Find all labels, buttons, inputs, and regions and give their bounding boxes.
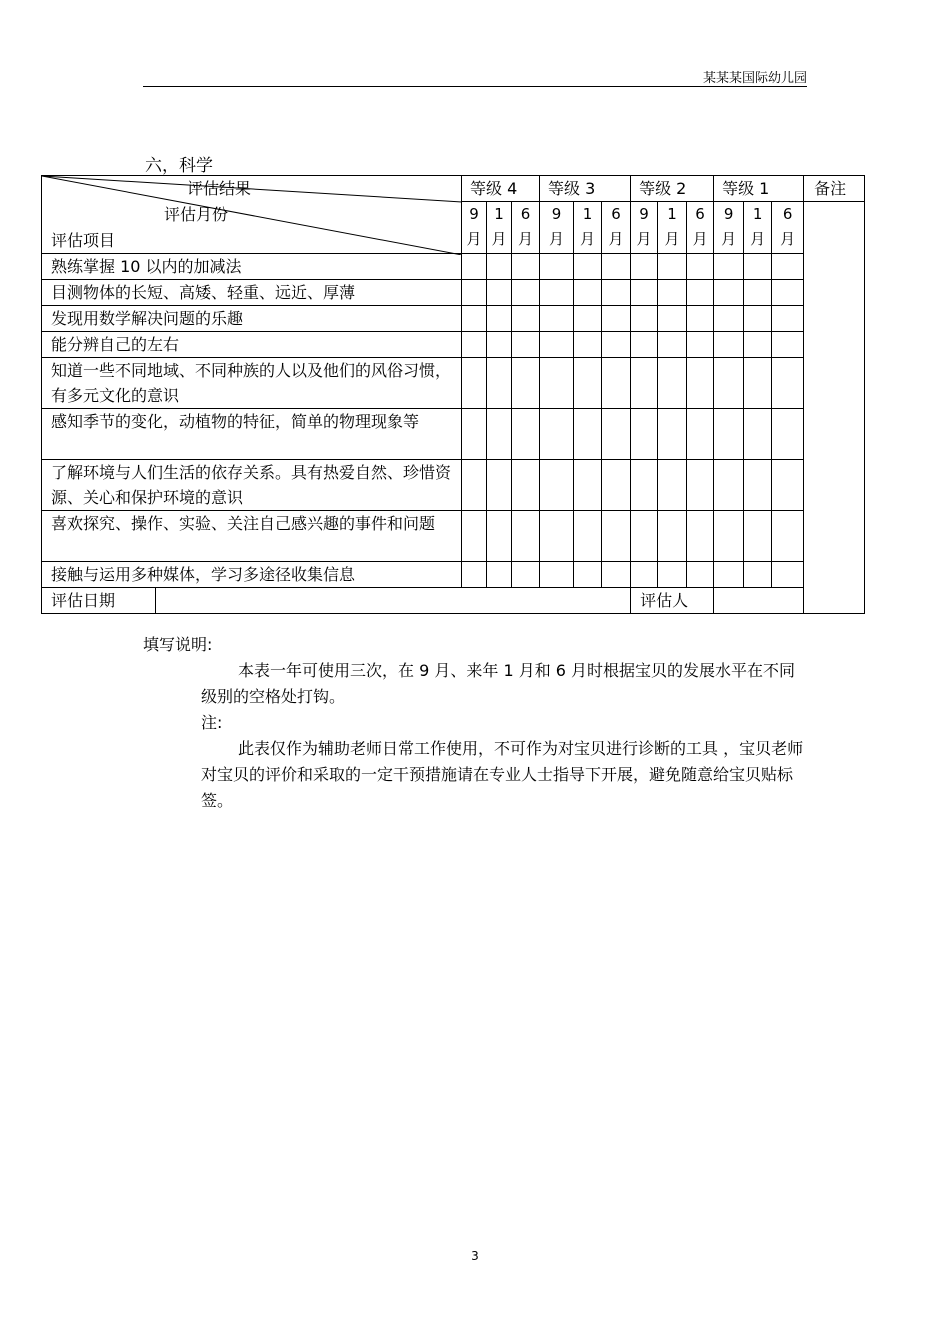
month-number: 9 — [551, 205, 562, 223]
header-org-name: 某某某国际幼儿园 — [702, 71, 807, 86]
diagonal-header-cell — [42, 176, 462, 254]
check-cell[interactable] — [631, 460, 658, 511]
check-cell[interactable] — [658, 460, 687, 511]
check-cell[interactable] — [772, 332, 804, 358]
check-cell[interactable] — [487, 409, 512, 460]
check-cell[interactable] — [487, 358, 512, 409]
assessor-field[interactable] — [714, 588, 865, 614]
diagonal-label-month: 评估月份 — [164, 205, 229, 224]
check-cell[interactable] — [772, 511, 804, 562]
check-cell[interactable] — [462, 511, 487, 562]
check-cell[interactable] — [487, 511, 512, 562]
month-header-1 — [487, 202, 512, 254]
check-cell[interactable] — [687, 358, 714, 409]
check-cell[interactable] — [658, 306, 687, 332]
check-cell[interactable] — [540, 332, 574, 358]
check-cell[interactable] — [744, 409, 772, 460]
check-cell[interactable] — [574, 280, 602, 306]
check-cell[interactable] — [487, 562, 512, 588]
check-cell[interactable] — [631, 358, 658, 409]
grade-header-3: 等级 3 — [540, 176, 631, 202]
month-unit: 月 — [491, 230, 507, 248]
check-cell[interactable] — [462, 460, 487, 511]
check-cell[interactable] — [772, 280, 804, 306]
check-cell[interactable] — [744, 460, 772, 511]
check-cell[interactable] — [772, 460, 804, 511]
month-number: 9 — [723, 205, 734, 223]
check-cell[interactable] — [602, 562, 631, 588]
evaluation-item: 目测物体的长短、高矮、轻重、远近、厚薄 — [42, 280, 462, 306]
check-cell[interactable] — [631, 409, 658, 460]
check-cell[interactable] — [602, 306, 631, 332]
check-cell[interactable] — [631, 280, 658, 306]
check-cell[interactable] — [658, 254, 687, 280]
month-unit: 月 — [636, 230, 652, 248]
check-cell[interactable] — [574, 460, 602, 511]
check-cell[interactable] — [714, 332, 744, 358]
table-row — [42, 409, 865, 460]
check-cell[interactable] — [462, 358, 487, 409]
evaluation-item: 接触与运用多种媒体，学习多途径收集信息 — [42, 562, 462, 588]
evaluation-item: 了解环境与人们生活的依存关系。具有热爱自然、珍惜资源、关心和保护环境的意识 — [42, 460, 462, 511]
check-cell[interactable] — [631, 332, 658, 358]
month-header-6 — [631, 202, 658, 254]
assessor-label: 评估人 — [631, 588, 714, 614]
check-cell[interactable] — [602, 332, 631, 358]
month-header-7 — [658, 202, 687, 254]
month-header-8 — [687, 202, 714, 254]
check-cell[interactable] — [602, 254, 631, 280]
check-cell[interactable] — [574, 511, 602, 562]
month-header-4 — [574, 202, 602, 254]
check-cell[interactable] — [540, 280, 574, 306]
check-cell[interactable] — [744, 511, 772, 562]
month-unit: 月 — [750, 230, 766, 248]
check-cell[interactable] — [658, 332, 687, 358]
check-cell[interactable] — [462, 562, 487, 588]
check-cell[interactable] — [772, 409, 804, 460]
fill-instructions-text: 本表一年可使用三次，在 9 月、来年 1 月和 6 月时根据宝贝的发展水平在不同级别的空格处打钩。 — [201, 661, 796, 706]
table-row — [42, 460, 865, 511]
check-cell[interactable] — [744, 562, 772, 588]
check-cell[interactable] — [462, 409, 487, 460]
check-cell[interactable] — [602, 358, 631, 409]
note-text: 此表仅作为辅助老师日常工作使用，不可作为对宝贝进行诊断的工具 ，宝贝老师对宝贝的评价和采取的一定干预措施请在专业人士指导下开展，避免随意给宝贝贴标签。 — [201, 739, 804, 810]
check-cell[interactable] — [574, 332, 602, 358]
check-cell[interactable] — [772, 562, 804, 588]
check-cell[interactable] — [631, 306, 658, 332]
section-title: 六，科学 — [145, 156, 213, 176]
month-header-11 — [772, 202, 804, 254]
month-number: 1 — [752, 205, 763, 223]
check-cell[interactable] — [487, 254, 512, 280]
table-row — [42, 254, 865, 280]
check-cell[interactable] — [574, 358, 602, 409]
check-cell[interactable] — [574, 562, 602, 588]
evaluation-item: 知道一些不同地域、不同种族的人以及他们的风俗习惯，有多元文化的意识 — [42, 358, 462, 409]
month-unit: 月 — [580, 230, 596, 248]
check-cell[interactable] — [631, 511, 658, 562]
check-cell[interactable] — [512, 409, 540, 460]
month-header-10 — [744, 202, 772, 254]
check-cell[interactable] — [512, 511, 540, 562]
footer-row — [42, 588, 865, 614]
fill-instructions-label: 填写说明: — [143, 635, 213, 654]
check-cell[interactable] — [487, 280, 512, 306]
check-cell[interactable] — [772, 306, 804, 332]
check-cell[interactable] — [687, 254, 714, 280]
month-number: 6 — [520, 205, 531, 223]
check-cell[interactable] — [512, 254, 540, 280]
month-unit: 月 — [608, 230, 624, 248]
month-unit: 月 — [721, 230, 737, 248]
table-row — [42, 332, 865, 358]
check-cell[interactable] — [687, 280, 714, 306]
check-cell[interactable] — [574, 254, 602, 280]
check-cell[interactable] — [714, 306, 744, 332]
grade-header-2: 等级 2 — [631, 176, 714, 202]
check-cell[interactable] — [540, 358, 574, 409]
check-cell[interactable] — [462, 332, 487, 358]
evaluation-item: 能分辨自己的左右 — [42, 332, 462, 358]
check-cell[interactable] — [462, 306, 487, 332]
check-cell[interactable] — [602, 280, 631, 306]
check-cell[interactable] — [714, 280, 744, 306]
check-cell[interactable] — [658, 562, 687, 588]
check-cell[interactable] — [687, 511, 714, 562]
check-cell[interactable] — [772, 358, 804, 409]
check-cell[interactable] — [687, 460, 714, 511]
check-cell[interactable] — [744, 332, 772, 358]
check-cell[interactable] — [714, 358, 744, 409]
note-label: 注: — [201, 713, 223, 732]
month-number: 9 — [639, 205, 649, 223]
check-cell[interactable] — [487, 332, 512, 358]
month-header-5 — [602, 202, 631, 254]
check-cell[interactable] — [687, 332, 714, 358]
check-cell[interactable] — [744, 280, 772, 306]
diagonal-label-item: 评估项目 — [51, 231, 116, 250]
month-unit: 月 — [466, 230, 482, 248]
month-unit: 月 — [518, 230, 534, 248]
check-cell[interactable] — [512, 306, 540, 332]
month-header-2 — [512, 202, 540, 254]
check-cell[interactable] — [658, 511, 687, 562]
table-row — [42, 280, 865, 306]
check-cell[interactable] — [744, 358, 772, 409]
check-cell[interactable] — [487, 306, 512, 332]
month-unit: 月 — [692, 230, 708, 248]
month-number: 9 — [469, 205, 479, 223]
month-number: 6 — [695, 205, 705, 223]
check-cell[interactable] — [512, 562, 540, 588]
month-number: 6 — [611, 205, 621, 223]
check-cell[interactable] — [540, 254, 574, 280]
check-cell[interactable] — [512, 358, 540, 409]
check-cell[interactable] — [540, 306, 574, 332]
check-cell[interactable] — [487, 460, 512, 511]
evaluation-item: 喜欢探究、操作、实验、关注自己感兴趣的事件和问题 — [42, 511, 462, 562]
month-number: 6 — [782, 205, 793, 223]
month-header-3 — [540, 202, 574, 254]
month-header-0 — [462, 202, 487, 254]
month-unit: 月 — [549, 230, 565, 248]
remark-header: 备注 — [804, 176, 865, 202]
table-row — [42, 562, 865, 588]
check-cell[interactable] — [512, 280, 540, 306]
month-number: 1 — [494, 205, 504, 223]
check-cell[interactable] — [602, 409, 631, 460]
remark-column — [804, 202, 865, 614]
check-cell[interactable] — [462, 254, 487, 280]
table-row — [42, 511, 865, 562]
month-header-9 — [714, 202, 744, 254]
check-cell[interactable] — [714, 511, 744, 562]
check-cell[interactable] — [687, 409, 714, 460]
check-cell[interactable] — [540, 562, 574, 588]
check-cell[interactable] — [744, 306, 772, 332]
check-cell[interactable] — [714, 409, 744, 460]
check-cell[interactable] — [602, 460, 631, 511]
grade-header-1: 等级 1 — [714, 176, 804, 202]
notes-block — [143, 632, 811, 814]
assessment-date-label: 评估日期 — [42, 588, 156, 614]
check-cell[interactable] — [602, 511, 631, 562]
diagonal-label-result: 评估结果 — [187, 179, 252, 198]
check-cell[interactable] — [714, 254, 744, 280]
evaluation-item: 感知季节的变化，动植物的特征，简单的物理现象等 — [42, 409, 462, 460]
check-cell[interactable] — [631, 562, 658, 588]
check-cell[interactable] — [714, 562, 744, 588]
check-cell[interactable] — [744, 254, 772, 280]
check-cell[interactable] — [512, 460, 540, 511]
page-number: 3 — [471, 1249, 479, 1263]
check-cell[interactable] — [687, 562, 714, 588]
check-cell[interactable] — [658, 280, 687, 306]
grade-header-4: 等级 4 — [462, 176, 540, 202]
month-unit: 月 — [780, 230, 796, 248]
check-cell[interactable] — [714, 460, 744, 511]
month-unit: 月 — [664, 230, 680, 248]
evaluation-item: 熟练掌握 10 以内的加减法 — [42, 254, 462, 280]
check-cell[interactable] — [658, 358, 687, 409]
table-row — [42, 358, 865, 409]
check-cell[interactable] — [658, 409, 687, 460]
check-cell[interactable] — [462, 280, 487, 306]
check-cell[interactable] — [540, 409, 574, 460]
month-number: 1 — [667, 205, 677, 223]
check-cell[interactable] — [574, 306, 602, 332]
evaluation-item: 发现用数学解决问题的乐趣 — [42, 306, 462, 332]
check-cell[interactable] — [772, 254, 804, 280]
assessment-date-field[interactable] — [156, 588, 631, 614]
check-cell[interactable] — [512, 332, 540, 358]
month-number: 1 — [582, 205, 593, 223]
check-cell[interactable] — [631, 254, 658, 280]
evaluation-table — [41, 175, 865, 614]
check-cell[interactable] — [540, 511, 574, 562]
check-cell[interactable] — [687, 306, 714, 332]
check-cell[interactable] — [540, 460, 574, 511]
table-row — [42, 306, 865, 332]
header-rule — [143, 86, 807, 87]
check-cell[interactable] — [574, 409, 602, 460]
